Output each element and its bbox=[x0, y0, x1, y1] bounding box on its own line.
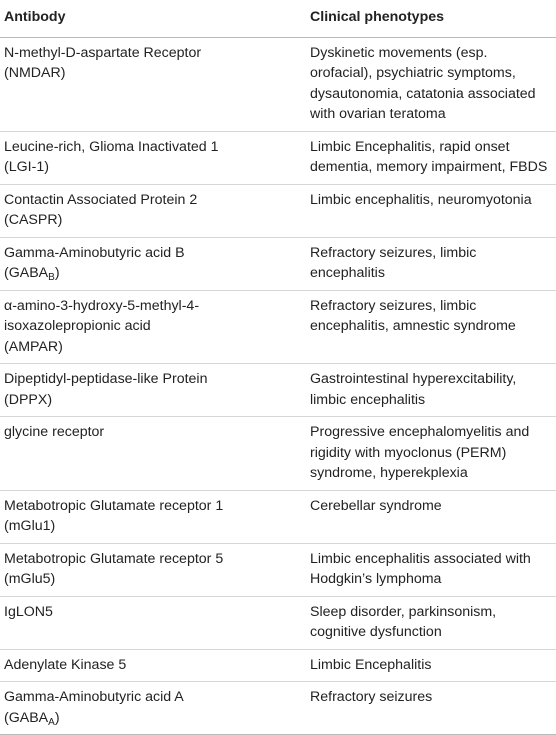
antibody-cell bbox=[0, 37, 302, 131]
table-row bbox=[0, 184, 556, 237]
antibody-abbr: $(GABA_B)$ bbox=[4, 265, 60, 283]
subscript: A bbox=[48, 716, 55, 728]
header-antibody: Antibody bbox=[0, 0, 302, 37]
phenotype-cell: Refractory seizures bbox=[302, 682, 556, 735]
table-row bbox=[0, 649, 556, 682]
antibody-cell bbox=[0, 543, 302, 596]
antibody-abbr: (mGlu1) bbox=[4, 518, 56, 534]
table-row bbox=[0, 237, 556, 290]
antibody-cell bbox=[0, 290, 302, 364]
antibody-name-cont: isoxazolepropionic acid bbox=[4, 318, 151, 334]
antibody-cell bbox=[0, 682, 302, 735]
table-row bbox=[0, 490, 556, 543]
table-row bbox=[0, 682, 556, 735]
antibody-name: Dipeptidyl-peptidase-like Protein bbox=[4, 371, 208, 387]
header-clinical-phenotypes: Clinical phenotypes bbox=[302, 0, 556, 37]
antibody-cell bbox=[0, 364, 302, 417]
antibody-cell bbox=[0, 490, 302, 543]
antibody-abbr: (DPPX) bbox=[4, 391, 53, 408]
antibody-name: Gamma-Aminobutyric acid B bbox=[4, 244, 185, 261]
antibody-abbr: (AMPAR) bbox=[4, 338, 63, 355]
phenotype-cell: Refractory seizures, limbic encephalitis bbox=[302, 237, 556, 290]
phenotype-cell: Progressive encephalomyelitis and rigidity with myoclonus (PERM) syndrome, hyperekplexia bbox=[302, 417, 556, 491]
phenotype-cell: Limbic Encephalitis bbox=[302, 649, 556, 682]
phenotype-cell: Refractory seizures, limbic encephalitis, amnestic syndrome bbox=[302, 290, 556, 364]
antibody-name: α-amino-3-hydroxy-5-methyl-4- bbox=[4, 297, 200, 314]
antibody-abbr: (LGI-1) bbox=[4, 159, 49, 175]
table-row bbox=[0, 37, 556, 131]
antibody-cell bbox=[0, 184, 302, 237]
antibody-abbr: (CASPR) bbox=[4, 212, 63, 228]
phenotype-cell: Dyskinetic movements (esp. orofacial), psychiatric symptoms, dysautonomia, catatonia associated with ovarian teratoma bbox=[302, 37, 556, 131]
phenotype-cell: Limbic encephalitis, neuromyotonia bbox=[302, 184, 556, 237]
antibody-cell bbox=[0, 649, 302, 682]
table-row bbox=[0, 417, 556, 491]
antibody-abbr: $(GABA_A)$ bbox=[4, 709, 60, 728]
antibody-name: Contactin Associated Protein 2 bbox=[4, 191, 198, 208]
antibody-name: Gamma-Aminobutyric acid A bbox=[4, 689, 184, 705]
table-row bbox=[0, 364, 556, 417]
antibody-name: Metabotropic Glutamate receptor 1 bbox=[4, 497, 224, 514]
antibody-name: Leucine-rich, Glioma Inactivated 1 bbox=[4, 138, 219, 155]
antibody-abbr: (NMDAR) bbox=[4, 65, 66, 81]
phenotype-cell: Limbic encephalitis associated with Hodgkin’s lymphoma bbox=[302, 543, 556, 596]
antibody-name: Adenylate Kinase 5 bbox=[4, 656, 127, 673]
antibody-name: IgLON5 bbox=[4, 603, 53, 620]
antibody-name: glycine receptor bbox=[4, 424, 105, 440]
table-row bbox=[0, 290, 556, 364]
table-row bbox=[0, 543, 556, 596]
header-row bbox=[0, 0, 556, 37]
antibody-name: Metabotropic Glutamate receptor 5 bbox=[4, 550, 224, 567]
phenotype-cell: Limbic Encephalitis, rapid onset dementia, memory impairment, FBDS bbox=[302, 131, 556, 184]
antibody-cell bbox=[0, 417, 302, 491]
antibody-cell bbox=[0, 596, 302, 649]
antibody-name: N-methyl-D-aspartate Receptor bbox=[4, 44, 202, 61]
subscript: B bbox=[48, 272, 55, 283]
phenotype-cell: Sleep disorder, parkinsonism, cognitive dysfunction bbox=[302, 596, 556, 649]
phenotype-cell: Cerebellar syndrome bbox=[302, 490, 556, 543]
antibody-cell bbox=[0, 237, 302, 290]
phenotype-cell: Gastrointestinal hyperexcitability, limbic encephalitis bbox=[302, 364, 556, 417]
table-row bbox=[0, 131, 556, 184]
antibody-abbr: (mGlu5) bbox=[4, 571, 56, 587]
table-row bbox=[0, 596, 556, 649]
antibody-cell bbox=[0, 131, 302, 184]
